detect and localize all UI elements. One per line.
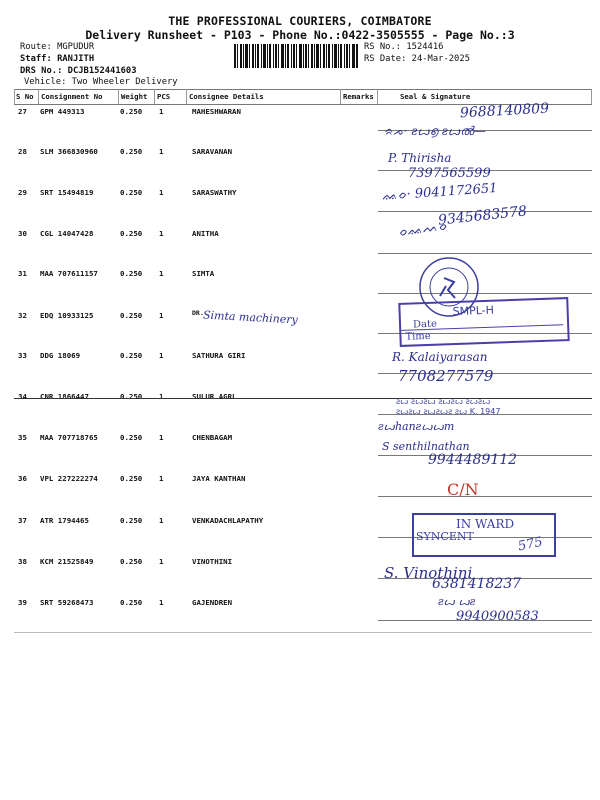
row-pcs: 1 — [159, 516, 164, 525]
rs-number: RS No.: 1524416 — [364, 42, 444, 52]
row-consignment: DDG 18069 — [40, 351, 81, 360]
signature-phone-30: 9345683578 — [437, 203, 528, 229]
row-weight: 0.250 — [120, 147, 143, 156]
col-divider — [118, 89, 119, 104]
row-weight: 0.250 — [120, 351, 143, 360]
signature-phone-36: 9944489112 — [428, 452, 518, 468]
row-sno: 36 — [18, 474, 27, 483]
vehicle: Vehicle: Two Wheeler Delivery — [24, 77, 178, 87]
col-header-pcs: PCS — [157, 92, 171, 101]
row-sno: 33 — [18, 351, 27, 360]
row-pcs: 1 — [159, 433, 164, 442]
cn-mark-36: C/N — [447, 480, 479, 499]
signature-scribble: ᨐᨔ· — [381, 187, 412, 205]
col-divider — [591, 89, 592, 104]
row-pcs: 1 — [159, 269, 164, 278]
inward-stamp — [412, 513, 556, 557]
row-pcs: 1 — [159, 188, 164, 197]
row-pcs: 1 — [159, 474, 164, 483]
row-consignee: SARASWATHY — [192, 188, 237, 197]
signature-scribble-39: ꙅꙍ ꙍꙅ — [438, 595, 476, 608]
stamp-inward: IN WARD — [456, 517, 515, 531]
col-divider — [340, 89, 341, 104]
row-sno: 28 — [18, 147, 27, 156]
smpl-date-stamp — [398, 297, 569, 347]
company-title: THE PROFESSIONAL COURIERS, COIMBATORE — [168, 14, 432, 28]
strike-line — [14, 398, 592, 399]
row-sno: 30 — [18, 229, 27, 238]
signature-name-33: R. Kalaiyarasan — [392, 350, 488, 364]
row-sno: 29 — [18, 188, 27, 197]
row-pcs: 1 — [159, 392, 164, 401]
row-weight: 0.250 — [120, 516, 143, 525]
col-header-consignment: Consignment No — [41, 92, 103, 101]
stamp-inward-number: 575 — [516, 534, 545, 555]
row-pcs: 1 — [159, 351, 164, 360]
tamil-society-stamp — [396, 397, 500, 417]
col-header-consignee: Consignee Details — [189, 92, 264, 101]
signature-29 — [382, 181, 498, 204]
signature-phone-27: 9688140809 — [459, 100, 550, 122]
staff: Staff: RANJITH — [20, 54, 95, 64]
row-sno: 38 — [18, 557, 27, 566]
row-consignment: KCM 21525849 — [40, 557, 94, 566]
row-consignee: JAYA KANTHAN — [192, 474, 246, 483]
row-consignment: ATR 1794465 — [40, 516, 89, 525]
row-consignee: SARAVANAN — [192, 147, 233, 156]
drs-number: DRS No.: DCJB152441603 — [20, 66, 137, 76]
row-consignee: GAJENDREN — [192, 598, 233, 607]
signature-scribble-30: ᨔᨐᨓᨔ — [397, 218, 449, 241]
row-pcs: 1 — [159, 147, 164, 156]
signature-phone-33: 7708277579 — [398, 367, 494, 385]
col-divider — [38, 89, 39, 104]
row-consignment: GPM 449313 — [40, 107, 85, 116]
rs-date: RS Date: 24-Mar-2025 — [364, 54, 470, 64]
runsheet-subtitle: Delivery Runsheet - P103 - Phone No.:0422-3505555 - Page No.:3 — [85, 28, 515, 42]
row-weight: 0.250 — [120, 474, 143, 483]
signature-phone-29: 9041172651 — [414, 180, 498, 202]
row-sno: 37 — [18, 516, 27, 525]
row-rule — [378, 496, 592, 497]
signature-scribble-28: ᨑᨍ· ꙅꙍ൭ ꙅꙍൽ— — [384, 124, 486, 138]
stamp-date-label: Date — [412, 318, 438, 331]
handwritten-consignee-32: Simta machinery — [202, 308, 299, 327]
row-consignment: MAA 707718765 — [40, 433, 98, 442]
row-consignment: CNR 1866447 — [40, 392, 89, 401]
row-consignment: EDQ 10933125 — [40, 311, 94, 320]
row-consignment: CGL 14047428 — [40, 229, 94, 238]
row-weight: 0.250 — [120, 229, 143, 238]
row-sno: 35 — [18, 433, 27, 442]
row-pcs: 1 — [159, 107, 164, 116]
row-consignee: ANITHA — [192, 229, 219, 238]
row-sno: 39 — [18, 598, 27, 607]
signature-name-28: P. Thirisha — [388, 151, 452, 165]
signature-phone-38: 6381418237 — [432, 576, 522, 592]
row-consignee: VINOTHINI — [192, 557, 233, 566]
row-rule — [378, 253, 592, 254]
row-pcs: 1 — [159, 557, 164, 566]
row-consignee: DR. — [192, 309, 204, 317]
col-header-remarks: Remarks — [343, 92, 374, 101]
row-consignment: SRT 59268473 — [40, 598, 94, 607]
row-pcs: 1 — [159, 311, 164, 320]
signature-phone-28: 7397565599 — [408, 166, 491, 181]
row-weight: 0.250 — [120, 311, 143, 320]
header-top-rule — [14, 89, 592, 90]
row-pcs: 1 — [159, 229, 164, 238]
col-divider — [186, 89, 187, 104]
row-weight: 0.250 — [120, 107, 143, 116]
stamp-line: ꙅꙍ ꙅꙍꙅꙍ ꙅꙍꙅꙍ ꙅꙍꙅꙍ — [396, 397, 491, 406]
col-divider — [154, 89, 155, 104]
signature-name-35: S senthilnathan — [382, 440, 470, 453]
col-header-weight: Weight — [121, 92, 148, 101]
row-sno: 31 — [18, 269, 27, 278]
row-weight: 0.250 — [120, 598, 143, 607]
row-weight: 0.250 — [120, 557, 143, 566]
signature-scribble-35: ꙅꙍhanꙅꙍꙍm — [378, 420, 455, 433]
col-divider — [14, 89, 15, 104]
col-divider — [377, 89, 378, 104]
row-weight: 0.250 — [120, 392, 143, 401]
row-consignee: MAHESHWARAN — [192, 107, 241, 116]
row-consignee: CHENBAGAM — [192, 433, 233, 442]
row-rule — [378, 293, 592, 294]
barcode-image — [234, 44, 358, 68]
table-end-rule — [14, 632, 592, 633]
stamp-syncent: SYNCENT — [416, 530, 474, 543]
row-consignment: SLM 366830960 — [40, 147, 98, 156]
stamp-time-label: Time — [405, 330, 431, 343]
signature-name-38: S. Vinothini — [384, 564, 473, 582]
row-consignee: SIMTA — [192, 269, 215, 278]
col-header-sno: S No — [16, 92, 34, 101]
row-consignment: MAA 707611157 — [40, 269, 98, 278]
row-weight: 0.250 — [120, 433, 143, 442]
row-weight: 0.250 — [120, 188, 143, 197]
row-consignee: VENKADACHLAPATHY — [192, 516, 264, 525]
row-consignee: SULUR AGRL — [192, 392, 237, 401]
signature-phone-39: 9940900583 — [456, 609, 539, 624]
row-consignment: SRT 15494819 — [40, 188, 94, 197]
row-weight: 0.250 — [120, 269, 143, 278]
stamp-smpl: SMPL-H — [452, 303, 495, 319]
row-consignment: VPL 227222274 — [40, 474, 98, 483]
row-consignee: SATHURA GIRI — [192, 351, 246, 360]
col-header-seal-signature: Seal & Signature — [400, 92, 471, 101]
stamp-line: ꙅꙍꙅꙍ ꙅꙍꙅꙍꙅ ꙅꙍ K. 1947 — [396, 407, 501, 416]
route: Route: MGPUDUR — [20, 42, 95, 52]
row-sno: 27 — [18, 107, 27, 116]
row-pcs: 1 — [159, 598, 164, 607]
row-sno: 32 — [18, 311, 27, 320]
row-sno: 34 — [18, 392, 27, 401]
